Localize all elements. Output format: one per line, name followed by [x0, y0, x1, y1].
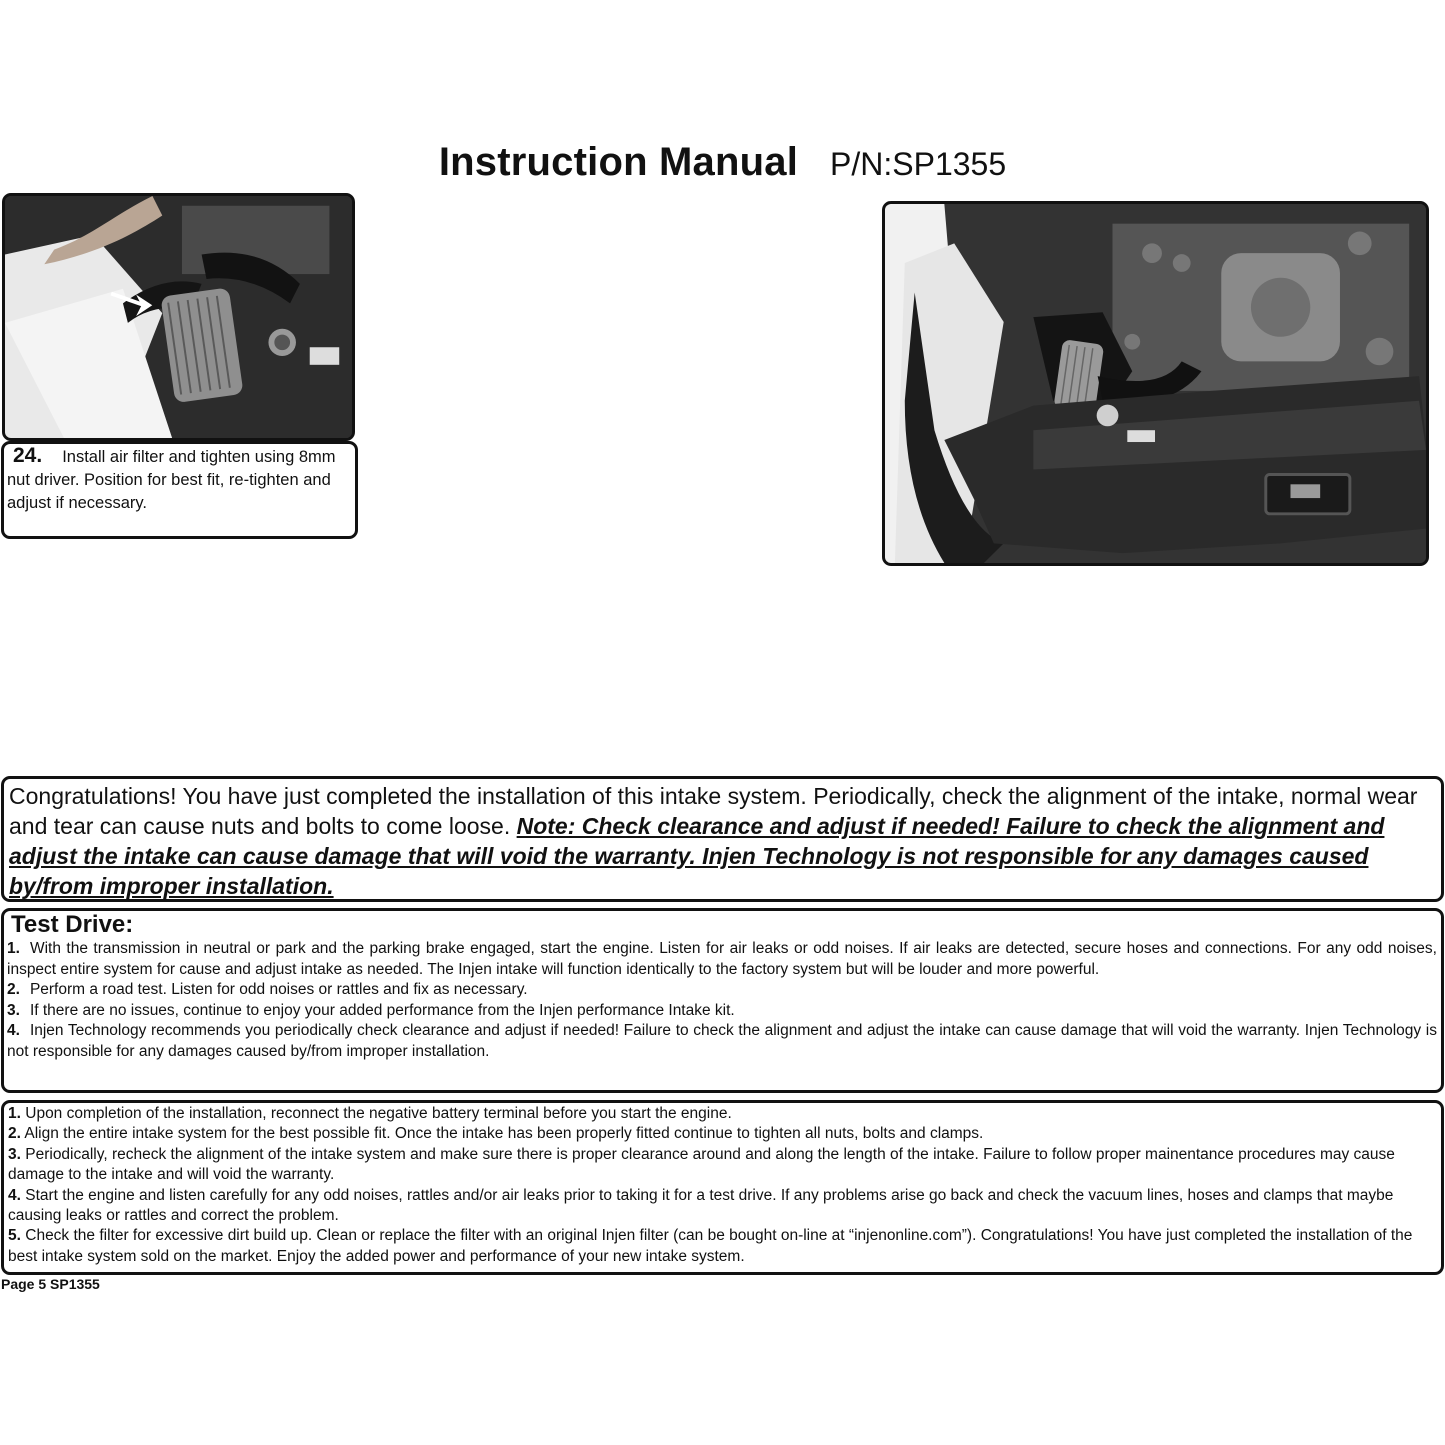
test-drive-section: [1, 908, 1444, 1093]
congratulations-notice: [1, 776, 1444, 902]
item-number: 3.: [7, 1001, 20, 1019]
item-number: 3.: [8, 1145, 21, 1163]
warranty-note: Note: Check clearance and adjust if needed! Failure to check the alignment and adjust the intake can cause damage that will void the warranty. Injen Technology is not responsible for any damages caused by/from improper installation.: [9, 813, 1385, 899]
item-text: With the transmission in neutral or park and the parking brake engaged, start the engine. Listen for air leaks or odd noises. If air leaks are detected, secure hoses and connections. For any odd noises, inspect entire system for cause and adjust intake as needed. The Injen intake will function identically to the factory system but will be louder and more powerful.: [7, 940, 1437, 978]
test-drive-item: [7, 939, 1437, 980]
test-drive-item: [7, 1001, 1437, 1022]
step-number: 24.: [13, 444, 43, 467]
document-title: Instruction Manual: [438, 140, 799, 184]
item-number: 2.: [8, 1125, 21, 1143]
engine-bay-photo-illustration: [5, 196, 352, 438]
page-footer: Page 5 SP1355: [1, 1276, 100, 1292]
item-number: 1.: [7, 940, 20, 957]
item-number: 5.: [8, 1227, 21, 1245]
step-instruction: Install air filter and tighten using 8mm nut driver. Position for best fit, re-tighten and adjust if necessary.: [7, 448, 336, 512]
item-number: 1.: [8, 1105, 21, 1122]
test-drive-item: [7, 980, 1437, 1001]
item-text: Check the filter for excessive dirt build up. Clean or replace the filter with an original Injen filter (can be bought on-line at “injenonline.com”). Congratulations! You have just completed the installation of the best intake system sold on the market. Enjoy the added power and performance of your new intake system.: [8, 1227, 1413, 1265]
test-drive-item: [7, 1021, 1437, 1062]
item-text: Align the entire intake system for the best possible fit. Once the intake has been properly fitted continue to tighten all nuts, bolts and clamps.: [24, 1125, 984, 1143]
item-text: Perform a road test. Listen for odd noises or rattles and fix as necessary.: [29, 981, 528, 998]
item-number: 2.: [7, 981, 20, 998]
maintenance-section: [1, 1100, 1444, 1275]
item-text: Injen Technology recommends you periodically check clearance and adjust if needed! Failure to check the alignment and adjust the intake can cause damage that will void the warranty. Injen Technology is not responsible for any damages caused by/from improper installation.: [7, 1022, 1437, 1060]
installed-intake-photo: [882, 201, 1429, 566]
item-number: 4.: [8, 1186, 21, 1204]
item-text: Periodically, recheck the alignment of the intake system and make sure there is proper clearance around and along the length of the intake. Failure to follow proper mainentance procedures may cause damage to the intake and will void the warranty.: [8, 1145, 1395, 1184]
installed-intake-illustration: [885, 204, 1426, 563]
item-text: If there are no issues, continue to enjoy your added performance from the Injen performance Intake kit.: [29, 1001, 735, 1019]
item-number: 4.: [7, 1022, 20, 1039]
page-header: [0, 140, 1445, 185]
item-text: Upon completion of the installation, reconnect the negative battery terminal before you start the engine.: [25, 1105, 732, 1122]
maintenance-item: [8, 1226, 1431, 1267]
maintenance-item: [8, 1145, 1431, 1186]
step-24-photo: [2, 193, 355, 441]
item-text: Start the engine and listen carefully for any odd noises, rattles and/or air leaks prior to taking it for a test drive. If any problems arise go back and check the vacuum lines, hoses and clamps that maybe causing leaks or rattles and correct the problem.: [8, 1186, 1394, 1225]
test-drive-heading: Test Drive:: [11, 911, 134, 938]
step-24-caption: [1, 441, 358, 539]
maintenance-item: [8, 1104, 1431, 1124]
congratulations-text: Congratulations! You have just completed the installation of this intake system. Periodically, check the alignment of the intake, normal wear and tear can cause nuts and bolts to come loose.: [9, 783, 1418, 839]
maintenance-item: [8, 1124, 1431, 1144]
part-number: P/N:SP1355: [830, 146, 1007, 182]
maintenance-item: [8, 1186, 1431, 1227]
